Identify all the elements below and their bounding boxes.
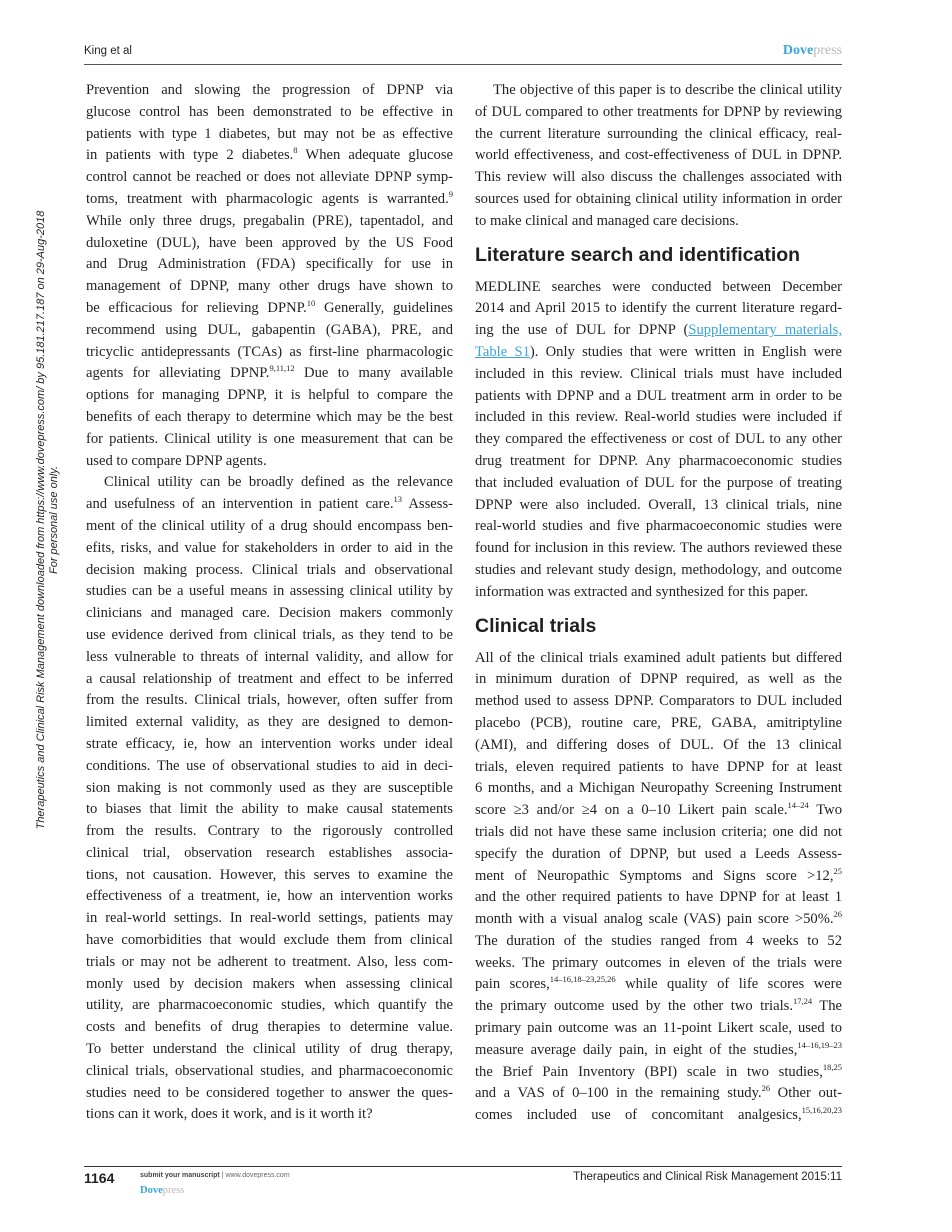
text-line (86, 124, 453, 146)
text-line (86, 363, 453, 385)
citation-superscript: 26 (761, 1083, 771, 1094)
page-footer (84, 1166, 842, 1196)
text-line (86, 102, 453, 124)
text-line (86, 472, 453, 494)
supplementary-materials-link[interactable]: Supplementary materials, (688, 322, 842, 339)
text-line (475, 822, 842, 844)
text-run: for patients. Clinical utility is one measurement that can be (86, 430, 453, 447)
text-line (475, 844, 842, 866)
text-run: (AMI), and differing doses of DUL. Of the 13 clinical (475, 736, 842, 753)
citation-superscript: 14–16,18–23,25,26 (549, 974, 616, 985)
text-line (475, 407, 842, 429)
text-run: Other out- (770, 1085, 842, 1102)
text-run: monly used by decision makers when assessing clinical (86, 975, 453, 992)
text-run: toms, treatment with pharmacologic agents is warranted. (86, 190, 449, 207)
text-line (475, 909, 842, 931)
text-line (475, 167, 842, 189)
citation-superscript: 25 (833, 865, 842, 876)
text-run: This review will also discuss the challenges associated with (475, 169, 842, 186)
text-run: and a VAS of 0–100 in the remaining study. (475, 1085, 762, 1102)
text-line (475, 713, 842, 735)
text-run: patients with DPNP and a DUL treatment arm in order to be (475, 387, 842, 404)
text-run: strate efficacy, ie, how an intervention works under ideal (86, 735, 453, 752)
text-line (475, 538, 842, 560)
text-run: The (812, 998, 842, 1015)
text-run: in minimum duration of DPNP required, as well as the (475, 671, 842, 688)
text-run: Generally, guidelines (315, 299, 453, 316)
text-line (86, 581, 453, 603)
text-run: Assess- (402, 496, 453, 513)
text-run: from the results. Clinical trials, however, often suffer from (86, 692, 453, 709)
text-line (475, 124, 842, 146)
text-line (475, 298, 842, 320)
text-line (86, 1017, 453, 1039)
text-line (86, 974, 453, 996)
text-run: sion making is not commonly used as they are susceptible (86, 779, 453, 796)
citation-superscript: 14–24 (787, 800, 809, 811)
text-line (86, 1083, 453, 1105)
text-line (86, 625, 453, 647)
text-run: the primary outcome used by the other two trials. (475, 998, 793, 1015)
text-run: recommend using DUL, gabapentin (GABA), PRE, and (86, 321, 453, 338)
text-line (475, 189, 842, 211)
text-run: All of the clinical trials examined adult patients but differed (475, 649, 842, 666)
text-run: To better understand the clinical utility of drug therapy, (86, 1041, 453, 1058)
text-line (475, 429, 842, 451)
text-run: Clinical utility can be broadly defined as the relevance (104, 474, 453, 491)
text-line (86, 342, 453, 364)
dovepress-logo (783, 43, 842, 59)
text-line (86, 233, 453, 255)
text-run: drug treatment for DPNP. Any pharmacoeconomic studies (475, 452, 842, 469)
text-line (86, 80, 453, 102)
text-run: in patients with type 2 diabetes. (86, 147, 294, 164)
text-run: utility, are pharmacoeconomic studies, which quantify the (86, 997, 453, 1014)
text-run: costs and benefits of drug therapies to determine value. (86, 1019, 453, 1036)
text-line (86, 603, 453, 625)
logo-dove: Dove (140, 1185, 163, 1196)
text-run: trials did not have these same inclusion criteria; one did not (475, 823, 842, 840)
text-run: have comorbidities that would exclude them from clinical (86, 932, 453, 949)
text-run: information was extracted and synthesized for this paper. (475, 583, 809, 600)
text-run: ment of the clinical utility of a drug should encompass ben- (86, 517, 453, 534)
text-run: decision making process. Clinical trials and observational (86, 561, 453, 578)
text-line (475, 974, 842, 996)
text-line (86, 930, 453, 952)
text-run: measure average daily pain, in eight of the studies, (475, 1041, 798, 1058)
text-run: glucose control has been demonstrated to be effective in (86, 103, 453, 120)
text-line (86, 211, 453, 233)
text-run: score ≥3 and/or ≥4 on a 0–10 Likert pain scale. (475, 802, 788, 819)
text-line (86, 1104, 453, 1126)
text-line (475, 866, 842, 888)
text-run: MEDLINE searches were conducted between December (475, 278, 842, 295)
citation-superscript: 14–16,19–23 (797, 1039, 842, 1050)
text-line (86, 647, 453, 669)
text-run: world effectiveness, and cost-effectiveness of DUL in DPNP. (475, 147, 842, 164)
text-run: pain scores, (475, 976, 550, 993)
text-line (475, 80, 842, 102)
text-line (475, 451, 842, 473)
text-line (86, 690, 453, 712)
text-run: studies can be a useful means in assessing clinical utility by (86, 583, 453, 600)
text-run: used to compare DPNP agents. (86, 452, 267, 469)
text-line (86, 908, 453, 930)
text-run: The duration of the studies ranged from 4 weeks to 52 (475, 932, 842, 949)
text-run: Due to many available (294, 365, 453, 382)
text-run: they compared the effectiveness or cost of DUL to any other (475, 431, 842, 448)
text-line (475, 800, 842, 822)
text-run: Prevention and slowing the progression of DPNP via (86, 82, 453, 98)
text-line (475, 277, 842, 299)
text-line (475, 757, 842, 779)
text-line (86, 429, 453, 451)
text-line (86, 320, 453, 342)
text-line (86, 669, 453, 691)
text-line (475, 516, 842, 538)
text-run: studies and relevant study design, methodology, and outcome (475, 561, 842, 578)
text-run: of DUL compared to other treatments for DPNP by reviewing (475, 103, 842, 120)
text-line (475, 495, 842, 517)
text-line (475, 364, 842, 386)
text-line (86, 843, 453, 865)
text-line (475, 473, 842, 495)
text-line (475, 1105, 842, 1127)
text-line (86, 995, 453, 1017)
text-run: The objective of this paper is to describe the clinical utility (493, 82, 842, 98)
text-run: sources used for obtaining clinical utility information in order (475, 190, 842, 207)
footer-url[interactable]: www.dovepress.com (225, 1172, 290, 1179)
text-line (475, 691, 842, 713)
page-number: 1164 (84, 1170, 115, 1186)
text-run: ing the use of DUL for DPNP ( (475, 322, 689, 339)
text-run: specify the duration of DPNP, but used a Leeds Assess- (475, 845, 842, 862)
citation-superscript: 17,24 (792, 996, 813, 1007)
text-line (475, 1083, 842, 1105)
text-run: conditions. The use of observational studies to aid in deci- (86, 757, 453, 774)
text-line (475, 1062, 842, 1084)
text-line (86, 1039, 453, 1061)
citation-superscript: 9 (448, 188, 453, 199)
text-run: to biases that limit the ability to make causal statements (86, 801, 453, 818)
text-line (86, 734, 453, 756)
text-line (86, 778, 453, 800)
text-run: options for managing DPNP, it is helpful to compare the (86, 387, 453, 404)
citation-superscript: 10 (306, 297, 316, 308)
text-run: from the results. Contrary to the rigorously controlled (86, 823, 453, 840)
text-line (86, 712, 453, 734)
text-run: and usefulness of an intervention in patient care. (86, 496, 394, 513)
text-run: tricyclic antidepressants (TCAs) as first-line pharmacologic (86, 343, 453, 360)
text-line (86, 756, 453, 778)
text-run: studies need to be considered together to answer the ques- (86, 1084, 453, 1101)
citation-superscript: 8 (293, 145, 298, 156)
text-run: use evidence derived from clinical trials, as they tend to be (86, 626, 453, 643)
text-line (86, 952, 453, 974)
text-line (86, 385, 453, 407)
text-line (475, 145, 842, 167)
text-run: included in this review. Clinical trials must have included (475, 365, 842, 382)
text-run: limited external validity, as they are designed to demon- (86, 714, 453, 731)
text-line (475, 560, 842, 582)
submit-manuscript-link[interactable] (140, 1172, 290, 1179)
text-line (86, 1061, 453, 1083)
text-line (86, 886, 453, 908)
section-heading: Clinical trials (475, 614, 597, 637)
journal-citation: Therapeutics and Clinical Risk Management 2015:11 (573, 1171, 842, 1183)
text-line (86, 407, 453, 429)
text-run: and Drug Administration (FDA) specifically for use in (86, 256, 453, 273)
footer-dovepress-logo (140, 1185, 184, 1196)
text-run: DPNP were also included. Overall, 13 clinical trials, nine (475, 496, 842, 513)
text-run: While only three drugs, pregabalin (PRE), tapentadol, and (86, 212, 453, 229)
text-line (86, 538, 453, 560)
text-line (475, 582, 842, 604)
text-run: agents for alleviating DPNP. (86, 365, 270, 382)
text-run: duloxetine (DUL), have been approved by the US Food (86, 234, 453, 251)
citation-superscript: 9,11,12 (269, 363, 295, 374)
text-line (475, 102, 842, 124)
text-run: the current literature surrounding the clinical efficacy, real- (475, 125, 842, 142)
logo-press: press (162, 1185, 185, 1196)
text-run: 6 months, and a Michigan Neuropathy Screening Instrument (475, 780, 842, 797)
supplementary-materials-link[interactable]: Table S1 (475, 343, 530, 360)
text-line (86, 865, 453, 887)
text-run: the Brief Pain Inventory (BPI) scale in two studies, (475, 1063, 823, 1080)
download-notice-line1: Therapeutics and Clinical Risk Management downloaded from https://www.dovepress.com/ by 95.181.217.187 on 29-Aug-2018 (35, 210, 47, 830)
text-run: weeks. The primary outcomes in eleven of the trials were (475, 954, 842, 971)
text-line (86, 298, 453, 320)
text-line (86, 276, 453, 298)
text-run: Two (808, 802, 842, 819)
submit-label[interactable]: submit your manuscript (140, 1172, 220, 1179)
text-line (475, 953, 842, 975)
text-run: month with a visual analog scale (VAS) pain score >50%. (475, 911, 834, 928)
text-line (475, 1040, 842, 1062)
text-line (86, 167, 453, 189)
text-run: method used to assess DPNP. Comparators to DUL included (475, 693, 842, 710)
text-run: management of DPNP, many other drugs have shown to (86, 278, 453, 295)
text-line (475, 778, 842, 800)
text-line (86, 799, 453, 821)
text-run: clinical trials, observational studies, and pharmacoeconomic (86, 1062, 453, 1079)
text-line (475, 931, 842, 953)
download-notice (35, 170, 61, 870)
text-run: effectiveness of a treatment, ie, how an intervention works (86, 888, 453, 905)
logo-dove: Dove (782, 43, 814, 58)
citation-superscript: 15,16,20,23 (801, 1105, 842, 1116)
text-run: ). Only studies that were written in English were (529, 343, 842, 360)
text-run: When adequate glucose (297, 147, 453, 164)
text-run: control cannot be reached or does not alleviate DPNP symp- (86, 169, 453, 186)
text-run: comes included use of concomitant analgesics, (475, 1107, 802, 1124)
text-run: benefits of each therapy to determine which may be the best (86, 408, 453, 425)
text-run: found for inclusion in this review. The authors reviewed these (475, 540, 842, 557)
text-line (475, 996, 842, 1018)
text-run: clinical trial, observation research establishes associa- (86, 844, 453, 861)
text-run: to make clinical and managed care decisions. (475, 212, 739, 229)
running-header (84, 44, 842, 65)
text-line (86, 560, 453, 582)
text-run: patients with type 1 diabetes, but may not be as effective (86, 125, 453, 142)
text-run: primary pain outcome was an 11-point Likert scale, used to (475, 1020, 842, 1037)
text-run: a causal relationship of treatment and effect to be inferred (86, 670, 453, 687)
text-run: included in this review. Real-world studies were included if (475, 409, 842, 426)
text-run: placebo (PCB), routine care, PRE, GABA, amitriptyline (475, 714, 842, 731)
citation-superscript: 18,25 (822, 1061, 842, 1072)
text-line (86, 145, 453, 167)
text-run: 2014 and April 2015 to identify the current literature regard- (475, 300, 842, 317)
running-head-author: King et al (84, 45, 132, 57)
text-line (475, 735, 842, 757)
text-run: and the other required patients to have DPNP for at least 1 (475, 889, 842, 906)
text-line (86, 821, 453, 843)
text-run: efits, risks, and value for stakeholders in order to aid in the (86, 539, 453, 556)
text-line (475, 1018, 842, 1040)
text-run: real-world studies and five pharmacoeconomic studies were (475, 518, 842, 535)
text-line (475, 648, 842, 670)
logo-press: press (813, 43, 842, 58)
text-line (86, 516, 453, 538)
text-run: be efficacious for relieving DPNP. (86, 299, 307, 316)
section-heading: Literature search and identification (475, 243, 801, 266)
text-run: in real-world settings. In real-world settings, patients may (86, 910, 453, 927)
text-run: clinicians and managed care. Decision makers commonly (86, 605, 453, 622)
text-run: less vulnerable to threats of internal validity, and allow for (86, 648, 453, 665)
text-line (475, 211, 842, 233)
text-run: while quality of life scores were (615, 976, 842, 993)
text-line (475, 386, 842, 408)
text-run: trials, eleven required patients to have DPNP for at least (475, 758, 842, 775)
text-line (86, 189, 453, 211)
text-line (475, 342, 842, 364)
text-line (86, 254, 453, 276)
text-line (475, 669, 842, 691)
text-line (475, 887, 842, 909)
text-line (475, 320, 842, 342)
text-run: trials or may not be adherent to treatment. Also, less com- (86, 953, 453, 970)
left-column (86, 80, 453, 1126)
download-notice-line2: For personal use only. (48, 465, 60, 575)
separator: | (221, 1172, 224, 1179)
text-line (86, 451, 453, 473)
right-column (475, 80, 842, 1127)
text-run: tions, not causation. However, this serves to examine the (86, 866, 453, 883)
text-run: ment of Neuropathic Symptoms and Signs score >12, (475, 867, 834, 884)
text-run: that included evaluation of DUL for the purpose of treating (475, 474, 842, 491)
text-run: tions can it work, does it work, and is it worth it? (86, 1106, 373, 1123)
citation-superscript: 26 (833, 909, 842, 920)
text-line (86, 494, 453, 516)
citation-superscript: 13 (393, 494, 403, 505)
